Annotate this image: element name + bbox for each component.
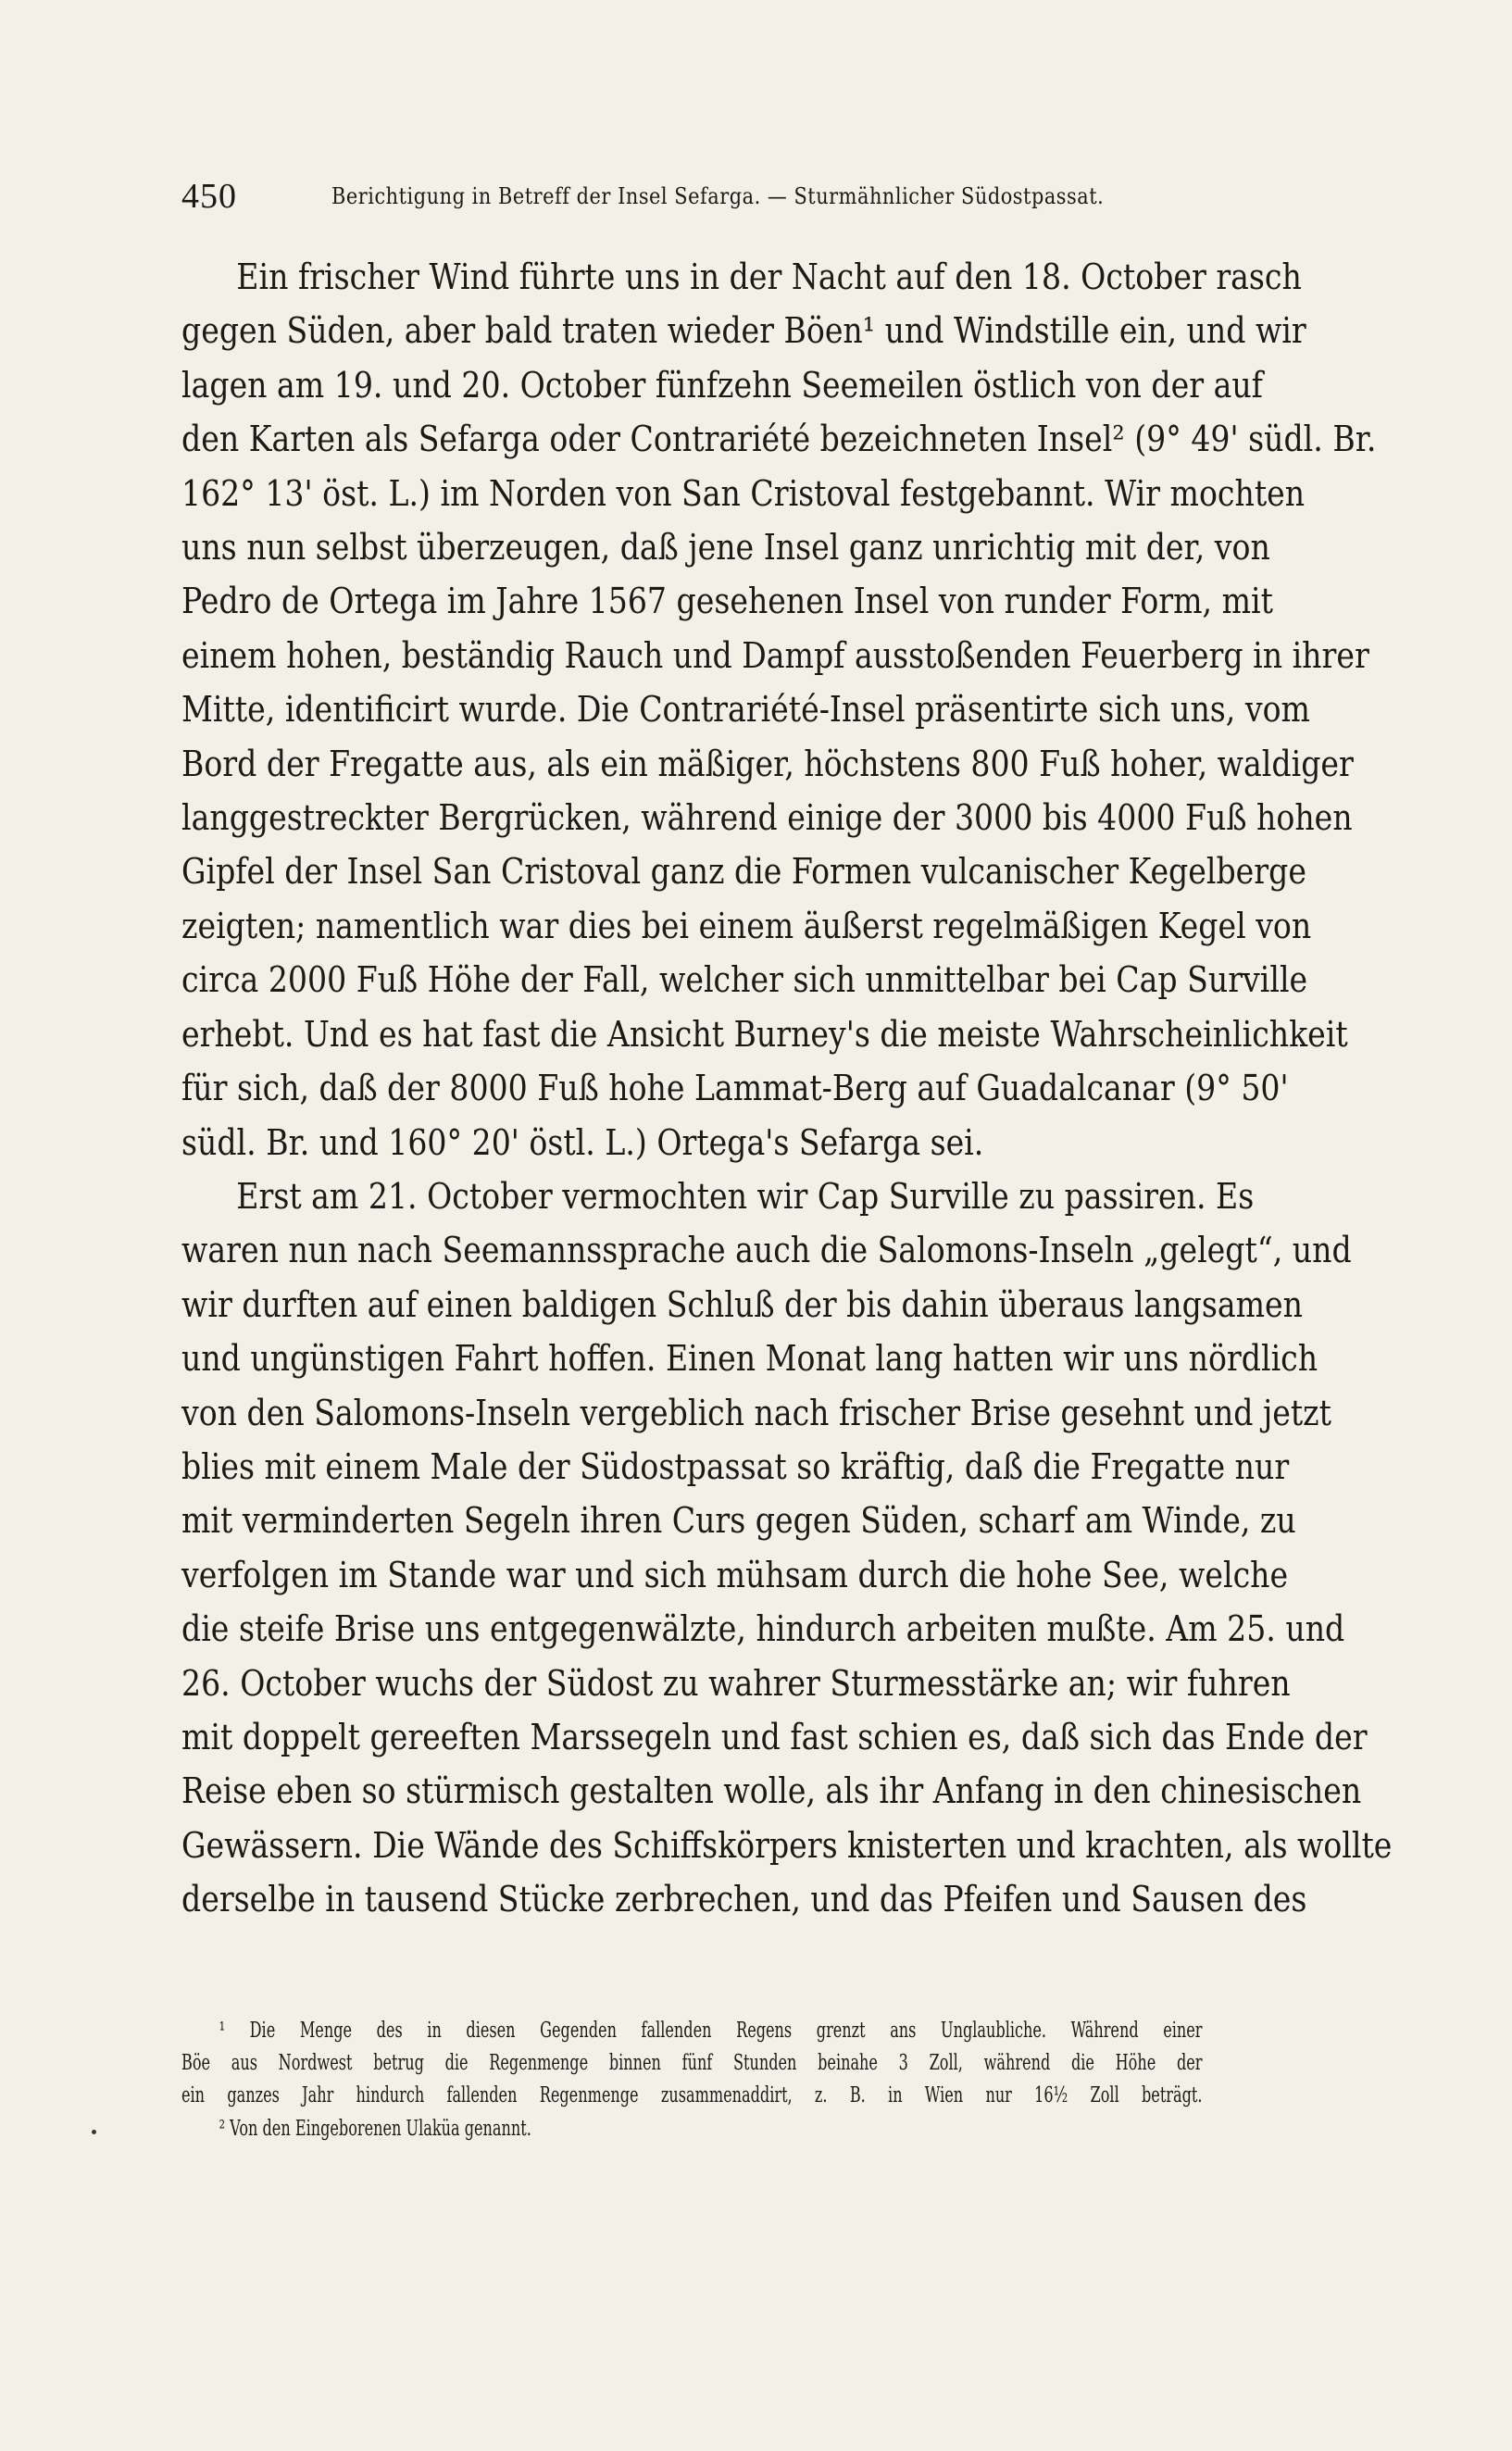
text-line: zeigten; namentlich war dies bei einem äußerst regelmäßigen Kegel von <box>181 905 1312 946</box>
text-line: Ein frischer Wind führte uns in der Nacht auf den 18. October rasch <box>236 256 1302 297</box>
running-head: Berichtigung in Betreff der Insel Sefarga. — Sturmähnlicher Südostpassat. <box>331 183 1105 209</box>
footnotes <box>181 2015 1512 2145</box>
text-line: Gipfel der Insel San Cristoval ganz die Formen vulcanischer Kegelberge <box>181 851 1306 893</box>
text-line: einem hohen, beständig Rauch und Dampf ausstoßenden Feuerberg in ihrer <box>181 634 1369 676</box>
footnote-1-line: ¹ Die Menge des in diesen Gegenden fallenden Regens grenzt ans Unglaubliche. Während einer <box>219 2019 1203 2043</box>
page-header <box>181 176 1214 228</box>
footnote-2: ² Von den Eingeborenen Ulaküa genannt. <box>219 2116 531 2141</box>
text-line: blies mit einem Male der Südostpassat so kräftig, daß die Fregatte nur <box>181 1445 1290 1487</box>
text-line: lagen am 19. und 20. October fünfzehn Seemeilen östlich von der auf <box>181 364 1263 406</box>
text-line: waren nun nach Seemannssprache auch die Salomons-Inseln „gelegt“, und <box>181 1230 1352 1271</box>
text-line: derselbe in tausend Stücke zerbrechen, und das Pfeifen und Sausen des <box>181 1879 1307 1920</box>
text-line: wir durften auf einen baldigen Schluß der bis dahin überaus langsamen <box>181 1283 1303 1325</box>
text-line: circa 2000 Fuß Höhe der Fall, welcher sich unmittelbar bei Cap Surville <box>181 959 1308 1001</box>
text-line: mit doppelt gereeften Marssegeln und fast schien es, daß sich das Ende der <box>181 1716 1368 1757</box>
text-line: den Karten als Sefarga oder Contrariété bezeichneten Insel² (9° 49' südl. Br. <box>181 419 1377 460</box>
text-line: 26. October wuchs der Südost zu wahrer Sturmesstärke an; wir fuhren <box>181 1662 1291 1704</box>
text-line: langgestreckter Bergrücken, während einige der 3000 bis 4000 Fuß hohen <box>181 797 1353 839</box>
body-text <box>181 250 1393 1927</box>
text-line: und ungünstigen Fahrt hoffen. Einen Monat lang hatten wir uns nördlich <box>181 1338 1318 1380</box>
text-line: die steife Brise uns entgegenwälzte, hindurch arbeiten mußte. Am 25. und <box>181 1608 1345 1650</box>
ink-speck <box>92 2130 96 2134</box>
text-line: uns nun selbst überzeugen, daß jene Insel ganz unrichtig mit der, von <box>181 527 1270 569</box>
text-line: von den Salomons-Inseln vergeblich nach frischer Brise gesehnt und jetzt <box>181 1392 1331 1433</box>
text-line: verfolgen im Stande war und sich mühsam durch die hohe See, welche <box>181 1554 1289 1595</box>
text-line: Pedro de Ortega im Jahre 1567 gesehenen Insel von runder Form, mit <box>181 581 1273 622</box>
text-line: erhebt. Und es hat fast die Ansicht Burney's die meiste Wahrscheinlichkeit <box>181 1013 1348 1055</box>
text-line: Bord der Fregatte aus, als ein mäßiger, höchstens 800 Fuß hoher, waldiger <box>181 743 1354 784</box>
text-line: mit verminderten Segeln ihren Curs gegen Süden, scharf am Winde, zu <box>181 1500 1296 1542</box>
text-line: gegen Süden, aber bald traten wieder Böen¹ und Windstille ein, und wir <box>181 310 1306 352</box>
text-line: Gewässern. Die Wände des Schiffskörpers knisterten und krachten, als wollte <box>181 1824 1393 1866</box>
text-line: 162° 13' öst. L.) im Norden von San Cristoval festgebannt. Wir mochten <box>181 472 1306 514</box>
page-number: 450 <box>181 177 237 216</box>
text-line: südl. Br. und 160° 20' östl. L.) Ortega's Sefarga sei. <box>181 1121 984 1163</box>
text-line: Mitte, identificirt wurde. Die Contrariété-Insel präsentirte sich uns, vom <box>181 689 1310 731</box>
text-line: für sich, daß der 8000 Fuß hohe Lammat-Berg auf Guadalcanar (9° 50' <box>181 1068 1289 1109</box>
footnote-1-line: Böe aus Nordwest betrug die Regenmenge binnen fünf Stunden beinahe 3 Zoll, während die Höhe der <box>181 2051 1203 2076</box>
footnote-1-line: ein ganzes Jahr hindurch fallenden Regenmenge zusammenaddirt, z. B. in Wien nur 16½ Zoll beträgt. <box>181 2083 1203 2108</box>
text-line: Reise eben so stürmisch gestalten wolle, als ihr Anfang in den chinesischen <box>181 1770 1362 1812</box>
text-line: Erst am 21. October vermochten wir Cap Surville zu passiren. Es <box>236 1175 1255 1217</box>
